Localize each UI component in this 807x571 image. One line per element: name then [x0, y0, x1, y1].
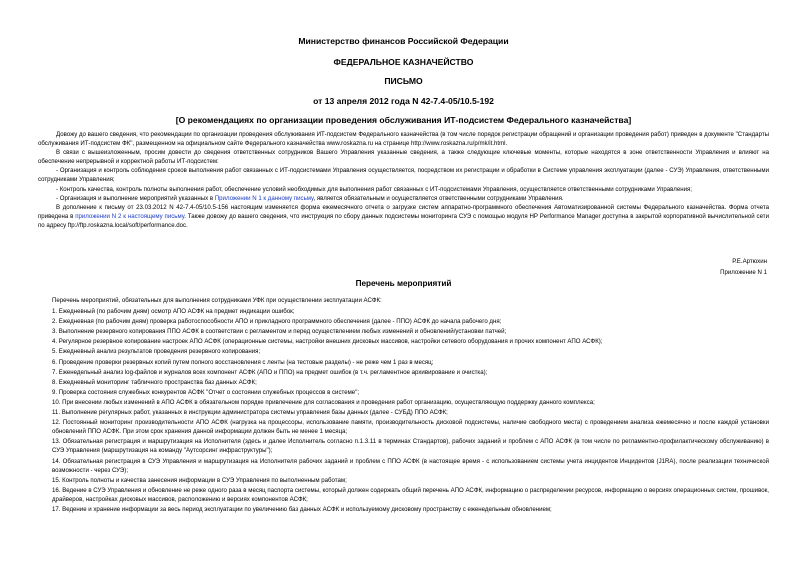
paragraph-4: - Контроль качества, контроль полноты выполнения работ, обеспечение условий необходимых для выполнения работ связанных с ИТ-подсистемами Управления, осуществляется ответственными сотрудниками Управления; — [56, 185, 692, 193]
paragraph-1: Довожу до вашего сведения, что рекомендации по организации проведения обслуживания ИТ-подсистем Федерального казначейства (в том числе порядок регистрации обращений и организации проведения работ) приведен в документе "Стандарты обслуживания ИТ-подсистем ФК", размещенном на официальном сайте Федерального казначейства www.roskazna.ru на странице http://www.roskazna.ru/p/mk/it.html. — [38, 131, 769, 148]
paragraph-5 — [38, 194, 769, 203]
list-item: 7. Еженедельный анализ log-файлов и журналов всех компонент АСФК (АПО и ППО) на предмет ошибок (в т.ч. регламентное архивирование и очистка); — [52, 368, 488, 376]
paragraph-6-text-b: . Также довожу до вашего сведения, что инструкция по сбору данных подсистемы мониторинга СУЭ с помощью модуля HP Performance Manager доступна в закрытой корпоративной вычислительной сети по адресу ftp://ftp.roskazna.local/soft/performance.doc. — [38, 212, 769, 229]
list-item: 2. Ежедневная (по рабочим дням) проверка работоспособности АПО и прикладного программного обеспечения (далее - ППО) АСФК до начала рабочего дня; — [52, 318, 502, 326]
list-item: 17. Ведение и хранение информации за весь период эксплуатации по увеличению баз данных АСФК и используемому дисковому пространству с еженедельным обновлением; — [52, 505, 552, 513]
paragraph-2: В связи с вышеизложенным, просим довести до сведения ответственных сотрудников Вашего Управления указанные сведения, а также следующие ключевые моменты, которые находятся в зоне ответственности Управления и влияют на обеспечение непрерывной и корректной работы ИТ-подсистем: — [38, 149, 769, 166]
list-intro: Перечень мероприятий, обязательных для выполнения сотрудниками УФК при осуществлении эксплуатации АСФК: — [52, 297, 382, 304]
paragraph-5-text-b: , является обязательным и осуществляется ответственными сотрудниками Управления. — [313, 194, 564, 202]
subject-heading: [О рекомендациях по организации проведения обслуживания ИТ-подсистем Федерального казначейства] — [175, 115, 632, 125]
measures-list — [52, 296, 769, 515]
list-item: 6. Проведение проверки резервных копий путем полного восстановления с ленты (на тестовые разделы) - не реже чем 1 раз в месяц; — [52, 358, 434, 366]
paragraph-6 — [38, 203, 769, 230]
appendix-1-link[interactable]: Приложении N 1 к данному письму — [214, 194, 314, 202]
appendix-label: Приложение N 1 — [720, 269, 767, 276]
list-item: 14. Обязательная регистрация в СУЭ Управления и маршрутизация на Исполнителя рабочих заданий и проблем с ППО АСФК (в настоящее время - с использованием системы учета инцидентов Инцидентов (J1RA), после реализации технической возможности - через СУЭ); — [52, 457, 769, 474]
ministry-heading: Министерство финансов Российской Федерации — [298, 36, 509, 46]
list-item: 12. Постоянный мониторинг производительности АПО АСФК (нагрузка на процессоры, использование памяти, производительность дисковой подсистемы, наличие свободного места) с проведением анализа ежемесячно и после каждой установки обновлений ППО АСФК. При этом срок хранения данной информации должен быть не менее 1 месяца; — [52, 419, 769, 436]
list-item: 16. Ведение в СУЭ Управления и обновление не реже одного раза в месяц паспорта системы, который должен содержать общий перечень АПО АСФК, информацию о распределении ресурсов, информацию о версиях операционных систем, прошивок, драйверов, настройках дисковых массивов, расположению и версиях компонентов АСФК; — [52, 486, 769, 503]
list-item: 5. Ежедневный анализ результатов проведения резервного копирования; — [52, 348, 261, 356]
list-item: 4. Регулярное резервное копирование настроек АПО АСФК (операционные системы, настройки внешних дисковых массивов, настройки сетевого оборудования и прочих компонент АПО АСФК); — [52, 338, 603, 346]
list-item: 10. При внесении любых изменений в АПО АСФК в обязательном порядке привлечение для согласования и проведения работ организацию, осуществляющую поддержку данного комплекса; — [52, 398, 595, 406]
paragraph-5-text-a: - Организация и выполнение мероприятий указанных в — [56, 194, 215, 202]
list-item: 11. Выполнение регулярных работ, указанных в инструкции администратора системы управления базы данных (далее - СУБД) ППО АСФК; — [52, 409, 448, 417]
list-item: 9. Проверка состояния служебных конкурентов АСФК "Отчет о состоянии служебных процессов в системе"; — [52, 388, 360, 396]
date-number-heading: от 13 апреля 2012 года N 42-7.4-05/10.5-192 — [313, 96, 494, 106]
list-item: 8. Ежедневный мониторинг табличного пространства баз данных АСФК; — [52, 378, 257, 386]
list-item: 3. Выполнение резервного копирования ППО АСФК в соответствии с регламентом и перед осуществлением любых изменений и обновлений/установки патчей; — [52, 328, 507, 336]
doc-type-heading: ПИСЬМО — [384, 76, 423, 86]
paragraph-3: - Организация и контроль соблюдения сроков выполнения работ связанных с ИТ-подсистемами Управления осуществляется, посредством их регистрации и обработки в Системе управления эксплуатации (далее - СУЭ) Управления, ответственными сотрудниками Управления; — [38, 167, 769, 184]
paragraph-6-text-a: В дополнение к письму от 23.03.2012 N 42-7.4-05/10.5-156 настоящим изменяется форма ежемесячного отчета о загрузке систем аппаратно-программного обеспечения Автоматизированной системы Федерального казначейства. Форма отчета приведена в — [38, 203, 769, 220]
list-item: 15. Контроль полноты и качества занесения информации в СУЭ Управления по выполненным работам; — [52, 476, 347, 484]
list-title: Перечень мероприятий — [355, 279, 452, 288]
signature-name: Р.Е.Артюхин — [732, 258, 767, 265]
appendix-2-link[interactable]: приложении N 2 к настоящему письму — [75, 212, 185, 220]
list-item: 1. Ежедневный (по рабочим дням) осмотр АПО АСФК на предмет индикации ошибок; — [52, 308, 295, 316]
treasury-heading: ФЕДЕРАЛЬНОЕ КАЗНАЧЕЙСТВО — [333, 57, 474, 67]
list-item: 13. Обязательная регистрация и маршрутизация на Исполнителя (здесь и далее Исполнитель согласно п.1.3.11 в терминах Стандартов), рабочих заданий и проблем с АПО АСФК (в том числе по регламентно-профилактическому обслуживанию) в СУЭ Управления (маршрутизация на команду "Аутсорсинг инфраструктуры"); — [52, 438, 769, 455]
letter-body — [38, 130, 769, 230]
